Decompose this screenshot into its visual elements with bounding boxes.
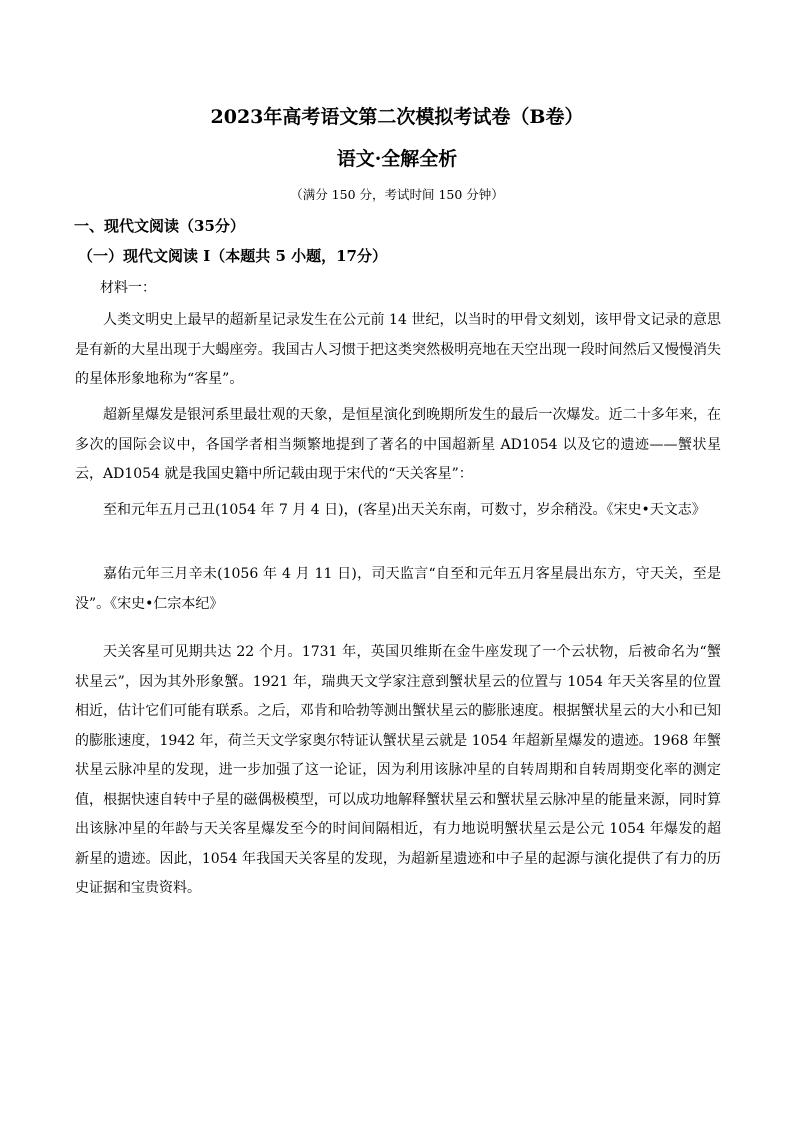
subsection-heading: （一）现代文阅读 I（本题共 5 小题，17分） xyxy=(78,247,387,265)
page-subtitle: 语文·全解全析 xyxy=(336,148,458,170)
section-heading: 一、现代文阅读（35分） xyxy=(74,217,245,235)
paragraph-5: 天关客星可见期共达 22 个月。1731 年，英国贝维斯在金牛座发现了一个云状物，后被命名为“蟹状星云”，因为其外形象蟹。1921 年，瑞典天文学家注意到蟹状星云的位置与 1054 年天关客星的位置相近，估计它们可能有联系。之后，邓肯和哈勃等测出蟹状星云的膨胀速度。根据蟹状星云的大小和已知的膨胀速度，1942 年，荷兰天文学家奥尔特证认蟹状星云就是 1054 年超新星爆发的遗迹。1968 年蟹状星云脉冲星的发现，进一步加强了这一论证，因为利用该脉冲星的自转周期和自转周期变化率的测定值，根据快速自转中子星的磁偶极模型，可以成功地解释蟹状星云和蟹状星云脉冲星的能量来源，同时算出该脉冲星的年龄与天关客星爆发至今的时间间隔相近，有力地说明蟹状星云是公元 1054 年爆发的超新星的遗迹。因此，1054 年我国天关客星的发现，为超新星遗迹和中子星的起源与演化提供了有力的历史证据和宝贵资料。 xyxy=(75,644,721,896)
paragraph-2: 超新星爆发是银河系里最壮观的天象，是恒星演化到晚期所发生的最后一次爆发。近二十多年来，在多次的国际会议中，各国学者相当频繁地提到了著名的中国超新星 AD1054 以及它的遗迹——蟹状星云，AD1054 就是我国史籍中所记载由现于宋代的“天关客星”： xyxy=(75,407,721,482)
page-title: 2023年高考语文第二次模拟考试卷（B卷） xyxy=(210,106,584,128)
exam-note: （满分 150 分，考试时间 150 分钟） xyxy=(290,187,504,202)
paragraph-4-quote: 嘉佑元年三月辛未(1056 年 4 月 11 日)，司天监言“自至和元年五月客星晨出东方，守天关，至是没”。《宋史•仁宗本纪》 xyxy=(75,566,721,612)
material-label: 材料一： xyxy=(100,280,156,296)
paragraph-3-quote: 至和元年五月己丑(1054 年 7 月 4 日)，(客星)出天关东南，可数寸，岁余稍没。《宋史•天文志》 xyxy=(103,502,706,518)
paragraph-1: 人类文明史上最早的超新星记录发生在公元前 14 世纪，以当时的甲骨文刻划，该甲骨文记录的意思是有新的大星出现于大蝎座旁。我国古人习惯于把这类突然极明亮地在天空出现一段时间然后又慢慢消失的星体形象地称为“客星”。 xyxy=(75,312,721,387)
